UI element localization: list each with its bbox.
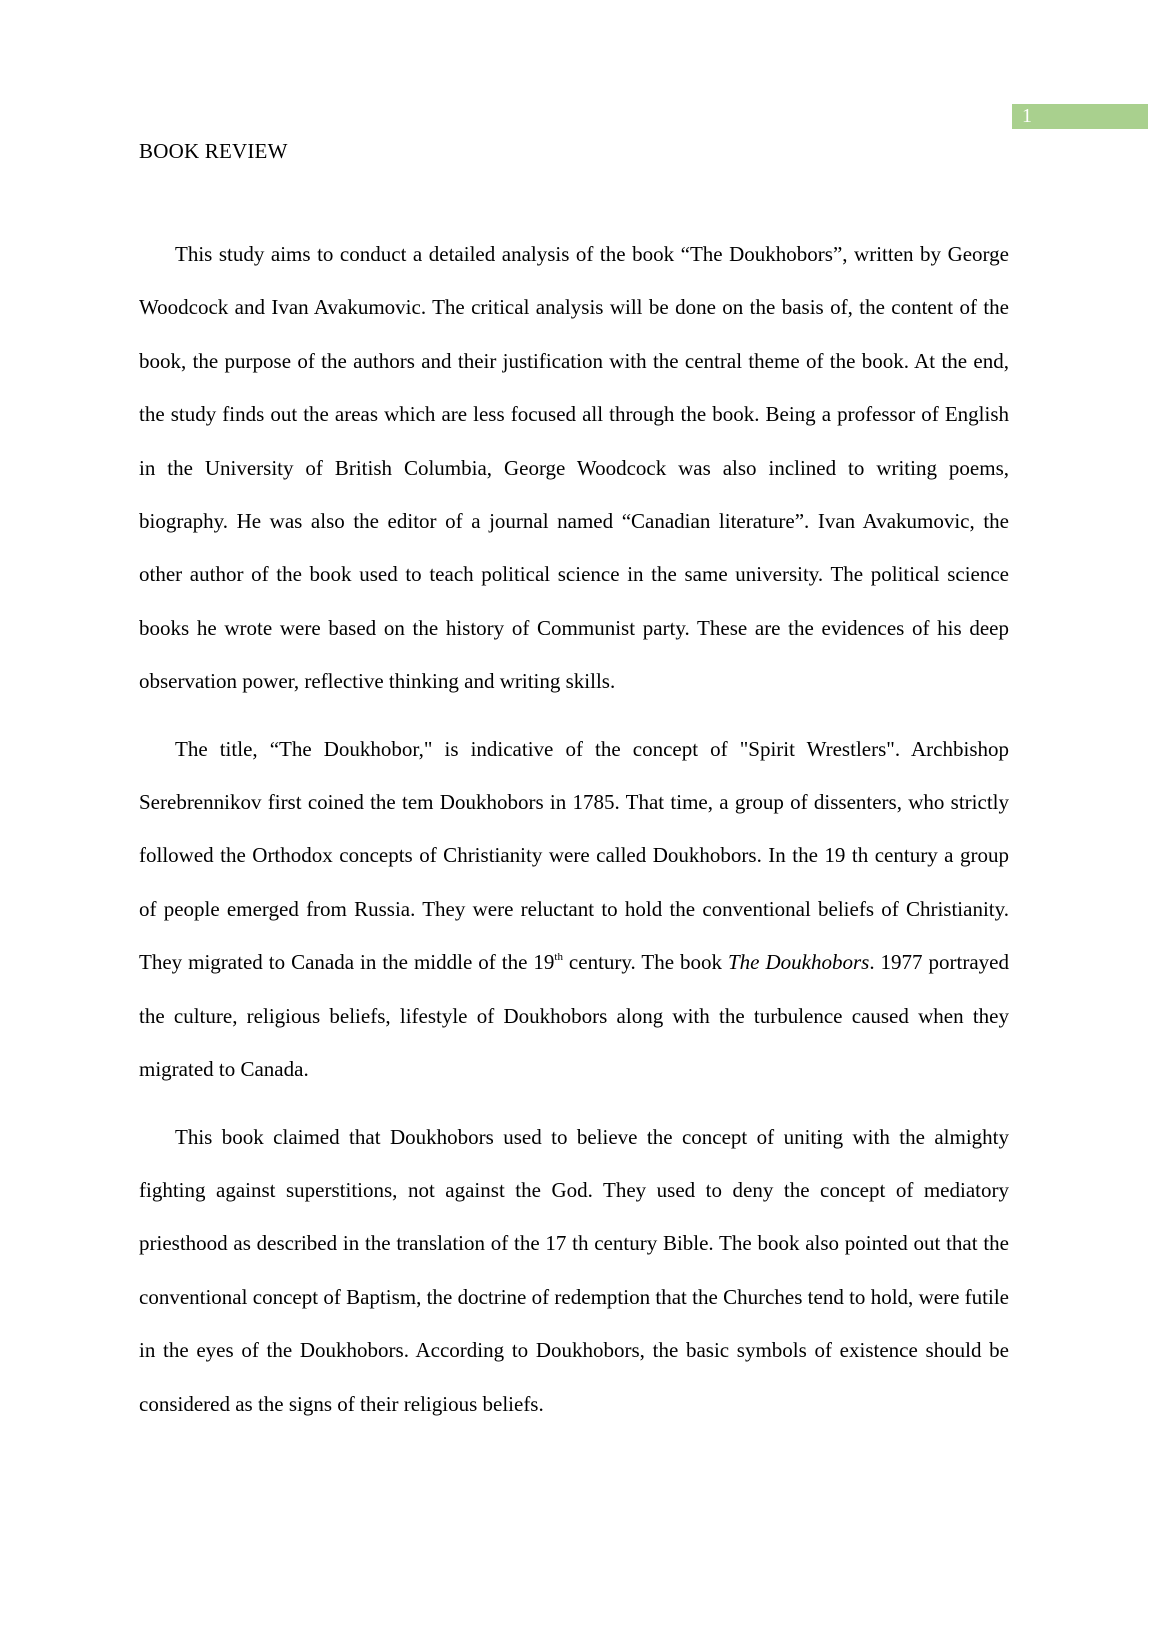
running-head: BOOK REVIEW	[139, 139, 288, 163]
document-body	[139, 228, 1009, 1431]
paragraph-2-text-c: . 1977 portrayed the culture, religious beliefs, lifestyle of Doukhobors along with the turbulence caused when they migrated to Canada.	[139, 950, 1009, 1082]
ordinal-superscript: th	[554, 951, 563, 964]
paragraph-2-text-b: century. The book	[562, 950, 728, 975]
book-title-italic: The Doukhobors	[728, 950, 870, 975]
page-number: 1	[1012, 104, 1148, 129]
paragraph-1: This study aims to conduct a detailed analysis of the book “The Doukhobors”, written by George Woodcock and Ivan Avakumovic. The critical analysis will be done on the basis of, the content of the book, the purpose of the authors and their justification with the central theme of the book. At the end, the study finds out the areas which are less focused all through the book. Being a professor of English in the University of British Columbia, George Woodcock was also inclined to writing poems, biography. He was also the editor of a journal named “Canadian literature”. Ivan Avakumovic, the other author of the book used to teach political science in the same university. The political science books he wrote were based on the history of Communist party. These are the evidences of his deep observation power, reflective thinking and writing skills.	[139, 242, 1009, 694]
paragraph-2-text-a: The title, “The Doukhobor," is indicative of the concept of "Spirit Wrestlers". Archbishop Serebrennikov first coined the tem Doukhobors in 1785. That time, a group of dissenters, who strictly followed the Orthodox concepts of Christianity were called Doukhobors. In the 19 th century a group of people emerged from Russia. They were reluctant to hold the conventional beliefs of Christianity. They migrated to Canada in the middle of the 19	[139, 736, 1009, 975]
paragraph-2	[139, 723, 1009, 1097]
paragraph-3: This book claimed that Doukhobors used to believe the concept of uniting with the almighty fighting against superstitions, not against the God. They used to deny the concept of mediatory priesthood as described in the translation of the 17 th century Bible. The book also pointed out that the conventional concept of Baptism, the doctrine of redemption that the Churches tend to hold, were futile in the eyes of the Doukhobors. According to Doukhobors, the basic symbols of existence should be considered as the signs of their religious beliefs.	[139, 1124, 1009, 1416]
